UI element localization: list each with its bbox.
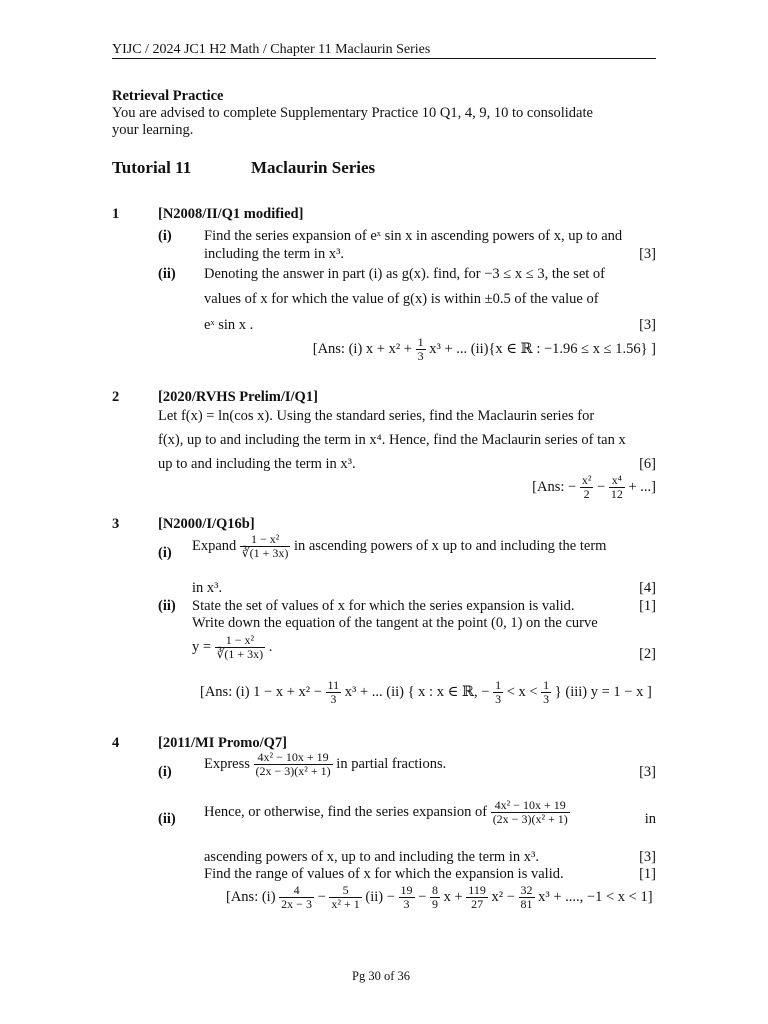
q3-part-iii-equation [192, 634, 272, 661]
q3-part-ii-line1: State the set of values of x for which the series expansion is valid. [192, 598, 575, 614]
q2-answer-mid: − [597, 479, 606, 496]
q3-answer-frac1-num: 11 [327, 678, 340, 692]
q4-answer-b4-num: 32 [520, 883, 533, 897]
q2-answer [532, 474, 656, 501]
q2-answer-frac1 [580, 474, 594, 501]
q3-answer-frac3-num: 1 [543, 678, 550, 692]
q2-answer-suffix: + ...] [628, 479, 656, 496]
q4-part-ii-fraction-den: (2x − 3)(x² + 1) [492, 812, 568, 827]
q3-part-i-fraction-den: ∛(1 + 3x) [241, 546, 289, 561]
q1-part-i-line2: including the term in x³. [204, 246, 345, 262]
q4-part-ii-marks: [3] [639, 849, 656, 865]
q4-part-ii-label: (ii) [158, 811, 176, 827]
q1-part-ii-line3: eˣ sin x . [204, 317, 254, 333]
q3-part-iii-line1: Write down the equation of the tangent at the point (0, 1) on the curve [192, 615, 598, 631]
q2-line3: up to and including the term in x³. [158, 456, 356, 472]
q3-part-i-expand: Expand [192, 538, 237, 555]
q1-answer-suffix: x³ + ... (ii){x ∈ ℝ : −1.96 ≤ x ≤ 1.56} ] [429, 341, 656, 358]
q4-answer-b1-num: 19 [400, 883, 413, 897]
q4-answer-suffix: x³ + ...., −1 < x < 1] [538, 889, 653, 906]
q4-answer-b4 [519, 884, 535, 911]
q3-part-iii-fraction [215, 634, 265, 661]
retrieval-line-1: You are advised to complete Supplementary Practice 10 Q1, 4, 9, 10 to consolidate [112, 105, 593, 121]
q3-answer-frac2-num: 1 [495, 678, 502, 692]
q1-answer [313, 336, 656, 363]
q3-part-i-line1 [192, 533, 606, 560]
q3-answer-frac3-den: 3 [543, 692, 550, 707]
q3-source: [N2000/I/Q16b] [158, 516, 255, 532]
q2-line2: f(x), up to and including the term in x⁴. Hence, find the Maclaurin series of tan x [158, 432, 626, 448]
q3-part-iii-dot: . [268, 639, 273, 656]
q3-answer-mid: x³ + ... (ii) { x : x ∈ ℝ, − [344, 684, 490, 701]
q4-answer-b3-num: 119 [468, 883, 486, 897]
q3-part-iii-fraction-num: 1 − x² [215, 634, 265, 648]
q1-source: [N2008/II/Q1 modified] [158, 206, 304, 222]
q1-part-i-marks: [3] [639, 246, 656, 262]
q3-answer [200, 679, 652, 706]
q1-part-ii-marks: [3] [639, 317, 656, 333]
q2-answer-frac1-den: 2 [583, 487, 590, 502]
q4-part-i-line [204, 751, 446, 778]
q3-part-iii-marks: [2] [639, 646, 656, 662]
q3-part-i-rest: in ascending powers of x up to and including the term [293, 538, 607, 555]
q3-answer-frac2-den: 3 [495, 692, 502, 707]
q1-part-i-line1: Find the series expansion of eˣ sin x in ascending powers of x, up to and [204, 228, 623, 244]
q4-answer-prefix: [Ans: (i) [226, 889, 276, 906]
q1-part-ii-label: (ii) [158, 266, 176, 282]
q4-source: [2011/MI Promo/Q7] [158, 735, 288, 751]
q1-part-ii-line2: values of x for which the value of g(x) is within ±0.5 of the value of [204, 291, 599, 307]
q4-answer-b2-num: 8 [431, 883, 438, 897]
q3-answer-frac3 [541, 679, 551, 706]
q4-answer-a1 [279, 884, 314, 911]
q4-answer-b3-den: 27 [471, 897, 484, 912]
q4-answer-b2 [430, 884, 440, 911]
q2-answer-frac2 [609, 474, 625, 501]
q4-part-ii-line1 [204, 799, 570, 826]
q2-number: 2 [112, 389, 120, 405]
q2-line1: Let f(x) = ln(cos x). Using the standard series, find the Maclaurin series for [158, 408, 595, 424]
q2-answer-frac1-num: x² [581, 473, 592, 487]
q4-answer-a2-den: x² + 1 [331, 897, 360, 912]
q4-part-i-fraction-den: (2x − 3)(x² + 1) [255, 764, 331, 779]
q3-part-i-fraction-num: 1 − x² [240, 533, 290, 547]
q3-part-i-label: (i) [158, 545, 172, 561]
q3-answer-mid2: < x < [506, 684, 538, 701]
q1-part-i-label: (i) [158, 228, 172, 244]
q2-answer-frac2-num: x⁴ [609, 474, 625, 488]
q3-part-ii-marks: [1] [639, 598, 656, 614]
q4-part-i-express: Express [204, 756, 250, 773]
q4-answer-b1 [399, 884, 415, 911]
q4-part-i-marks: [3] [639, 764, 656, 780]
q4-answer-b2-den: 9 [431, 897, 438, 912]
q4-part-ii-in: in [644, 811, 656, 827]
q3-part-i-marks: [4] [639, 580, 656, 596]
q3-part-i-fraction [240, 533, 290, 560]
retrieval-line-2: your learning. [112, 122, 194, 138]
q4-answer-b3 [466, 884, 488, 911]
page-number: Pg 30 of 36 [352, 969, 410, 983]
q3-part-ii-label: (ii) [158, 598, 176, 614]
q1-answer-prefix: [Ans: (i) x + x² + [312, 341, 412, 358]
q4-number: 4 [112, 735, 120, 751]
q4-part-iii-line1: Find the range of values of x for which the expansion is valid. [204, 866, 564, 882]
q4-part-i-label: (i) [158, 764, 172, 780]
header-rule [112, 58, 656, 59]
q4-answer-bx2: x² − [491, 889, 515, 906]
retrieval-heading: Retrieval Practice [112, 88, 224, 104]
q4-answer [226, 884, 653, 911]
q3-number: 3 [112, 516, 120, 532]
q1-answer-fraction [416, 336, 426, 363]
q4-answer-ii: (ii) − [365, 889, 395, 906]
q1-number: 1 [112, 206, 120, 222]
q4-part-i-rest: in partial fractions. [336, 756, 447, 773]
q4-part-i-fraction-num: 4x² − 10x + 19 [254, 751, 333, 765]
q4-answer-b4-den: 81 [520, 897, 533, 912]
q3-answer-suffix: } (iii) y = 1 − x ] [554, 684, 652, 701]
q2-answer-prefix: [Ans: − [532, 479, 577, 496]
q3-part-iii-fraction-den: ∛(1 + 3x) [216, 647, 264, 662]
q3-answer-prefix: [Ans: (i) 1 − x + x² − [200, 684, 322, 701]
q2-source: [2020/RVHS Prelim/I/Q1] [158, 389, 318, 405]
q3-answer-frac1-den: 3 [330, 692, 337, 707]
q4-answer-bm1: − [418, 889, 427, 906]
q4-answer-minus: − [317, 889, 326, 906]
tutorial-name: Maclaurin Series [251, 158, 376, 177]
q4-answer-a2 [329, 884, 361, 911]
q1-part-ii-line1: Denoting the answer in part (i) as g(x). find, for −3 ≤ x ≤ 3, the set of [204, 266, 605, 282]
q4-part-i-fraction [254, 751, 333, 778]
q2-answer-frac2-den: 12 [610, 487, 623, 502]
q4-part-ii-text: Hence, or otherwise, find the series expansion of [204, 804, 488, 821]
tutorial-label: Tutorial 11 [112, 158, 192, 177]
q1-answer-fraction-den: 3 [417, 349, 424, 364]
q2-marks: [6] [639, 456, 656, 472]
q4-part-ii-fraction-num: 4x² − 10x + 19 [491, 799, 570, 813]
page-header: YIJC / 2024 JC1 H2 Math / Chapter 11 Maclaurin Series [112, 42, 431, 57]
q4-answer-bx1: x + [443, 889, 463, 906]
q4-part-iii-marks: [1] [639, 866, 656, 882]
q4-part-ii-line2: ascending powers of x, up to and including the term in x³. [204, 849, 539, 865]
q4-answer-a1-num: 4 [279, 884, 314, 898]
q3-answer-frac2 [493, 679, 503, 706]
q4-answer-a2-num: 5 [329, 884, 361, 898]
q3-answer-frac1 [326, 679, 342, 706]
q3-part-iii-y: y = [192, 639, 212, 656]
q4-part-ii-fraction [491, 799, 570, 826]
q4-answer-a1-den: 2x − 3 [281, 897, 312, 912]
q4-answer-b1-den: 3 [403, 897, 410, 912]
q3-part-i-line2: in x³. [192, 580, 223, 596]
q1-answer-fraction-num: 1 [417, 335, 424, 349]
